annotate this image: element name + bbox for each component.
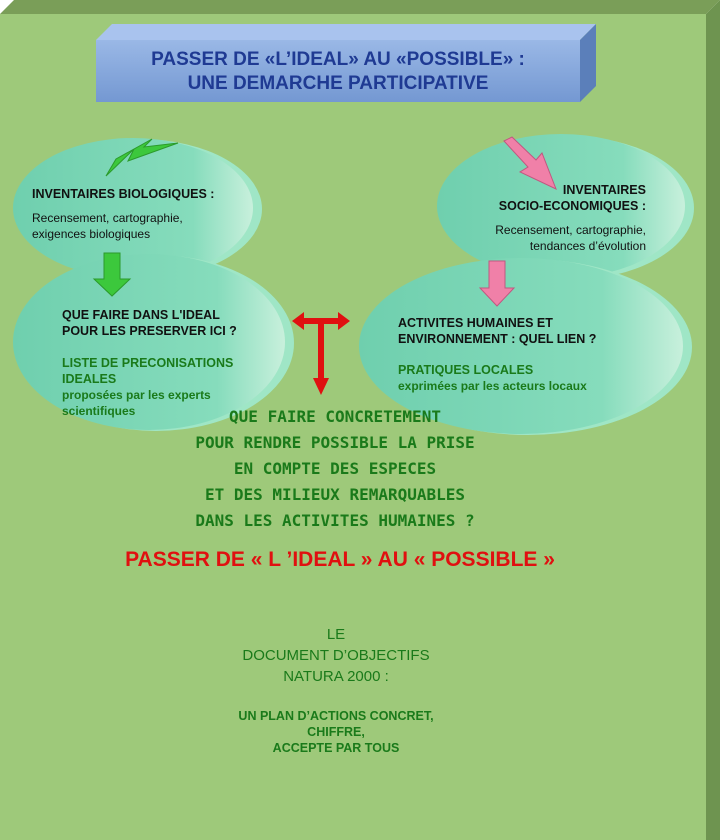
question-line-2: POUR RENDRE POSSIBLE LA PRISE [195,433,475,452]
question-line-1: QUE FAIRE CONCRETEMENT [229,407,441,426]
title-line-2: UNE DEMARCHE PARTICIPATIVE [187,73,489,94]
page-title [100,48,576,96]
bio-text [32,210,242,242]
socio-heading [440,182,646,214]
socio-text-line-2: tendances d’évolution [529,239,646,253]
socio-text-line-1: Recensement, cartographie, [495,223,646,237]
ideal-question-line-1: QUE FAIRE DANS L'IDEAL [62,308,220,322]
document-objectives [186,624,486,687]
ideal-list-line-1: LISTE DE PRECONISATIONS [62,356,234,370]
title-line-1: PASSER DE «L’IDEAL» AU «POSSIBLE» : [151,49,525,70]
human-question-line-2: ENVIRONNEMENT : QUEL LIEN ? [398,332,597,346]
socio-heading-line-2: SOCIO-ECONOMIQUES : [498,199,646,213]
document-line-1: LE [326,626,346,643]
human-question-line-1: ACTIVITES HUMAINES ET [398,316,553,330]
human-actors: exprimées par les acteurs locaux [398,379,587,393]
plan-line-1: UN PLAN D’ACTIONS CONCRET, [238,709,434,723]
human-practices: PRATIQUES LOCALES [398,363,534,377]
human-question [398,315,648,347]
bio-heading: INVENTAIRES BIOLOGIQUES : [32,187,215,201]
ideal-question-line-2: POUR LES PRESERVER ICI ? [62,324,237,338]
plan-line-3: ACCEPTE PAR TOUS [272,741,400,755]
action-plan [186,708,486,756]
plan-line-2: CHIFFRE, [307,725,365,739]
socio-heading-line-1: INVENTAIRES [562,183,646,197]
ideal-list-line-2: IDEALES [62,372,117,386]
ideal-question [62,307,282,339]
question-line-3: EN COMPTE DES ESPECES [233,459,437,478]
question-line-5: DANS LES ACTIVITES HUMAINES ? [195,511,475,530]
bio-text-line-1: Recensement, cartographie, [32,211,183,225]
ideal-experts-line-1: proposées par les experts [62,388,211,402]
bio-text-line-2: exigences biologiques [32,227,151,241]
document-line-3: NATURA 2000 : [283,668,389,685]
socio-text [440,222,646,254]
ideal-experts-line-2: scientifiques [62,404,136,418]
slogan: PASSER DE « L ’IDEAL » AU « POSSIBLE » [125,548,555,571]
ideal-list [62,355,282,387]
central-question [150,404,520,534]
document-line-2: DOCUMENT D’OBJECTIFS [242,647,430,664]
question-line-4: ET DES MILIEUX REMARQUABLES [204,485,466,504]
